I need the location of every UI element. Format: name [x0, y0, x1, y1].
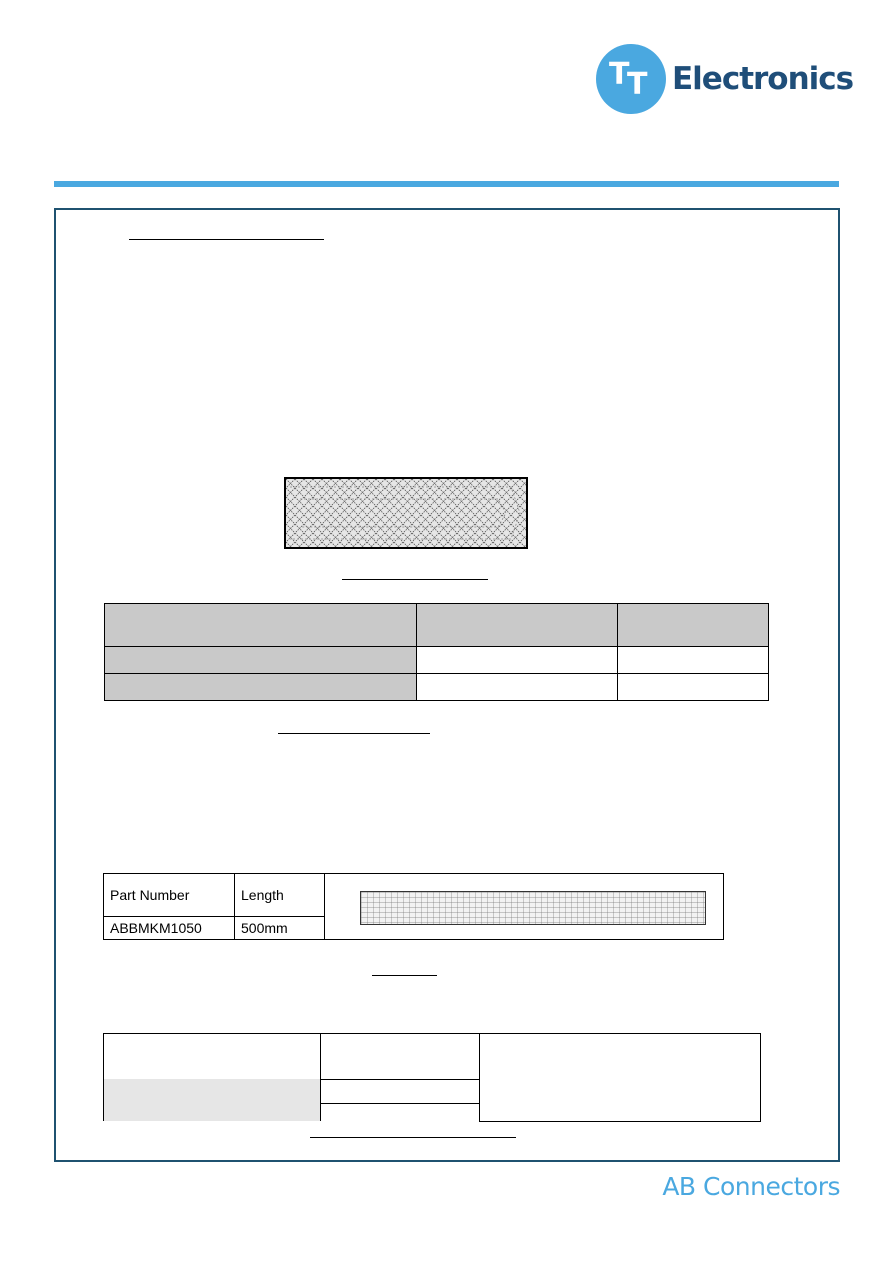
table-divider: [479, 1033, 480, 1121]
table-cell: [618, 604, 769, 647]
table-cell: [105, 674, 417, 701]
header-rule: [54, 181, 839, 187]
part-number-header: Part Number: [104, 874, 235, 917]
part-number-value: ABBMKM1050: [104, 917, 235, 940]
table-cell: [417, 674, 618, 701]
table-cell: [417, 647, 618, 674]
braid-pattern: [286, 479, 526, 547]
table-row: [105, 604, 769, 647]
length-header: Length: [235, 874, 325, 917]
table-cell: [618, 674, 769, 701]
section-heading-underline: [129, 239, 324, 240]
logo-letter-1: T: [609, 57, 630, 92]
table-row: [105, 647, 769, 674]
brand-logo: [596, 44, 853, 114]
table-cell: [417, 604, 618, 647]
table-row: [105, 674, 769, 701]
table-caption-underline: [310, 1137, 516, 1138]
footer-brand: AB Connectors: [662, 1172, 840, 1201]
table-cell: [618, 647, 769, 674]
length-value: 500mm: [235, 917, 325, 940]
figure-caption-underline: [342, 579, 488, 580]
table-divider: [320, 1103, 479, 1104]
lower-table: [103, 1033, 760, 1122]
table-divider: [479, 1121, 760, 1122]
logo-letter-2: T: [627, 67, 648, 102]
table-divider: [320, 1033, 321, 1121]
table-shaded-cell: [104, 1079, 320, 1121]
table-cell: [105, 604, 417, 647]
section-heading-underline: [372, 975, 437, 976]
logo-circle: [596, 44, 666, 114]
logo-text: Electronics: [672, 61, 854, 97]
flat-cable-pattern: [361, 892, 705, 924]
table-cell: [105, 647, 417, 674]
spec-table: [104, 603, 769, 701]
table-divider: [320, 1079, 479, 1080]
braid-illustration: [284, 477, 528, 549]
section-heading-underline: [278, 733, 430, 734]
flat-cable-illustration: [360, 891, 706, 925]
